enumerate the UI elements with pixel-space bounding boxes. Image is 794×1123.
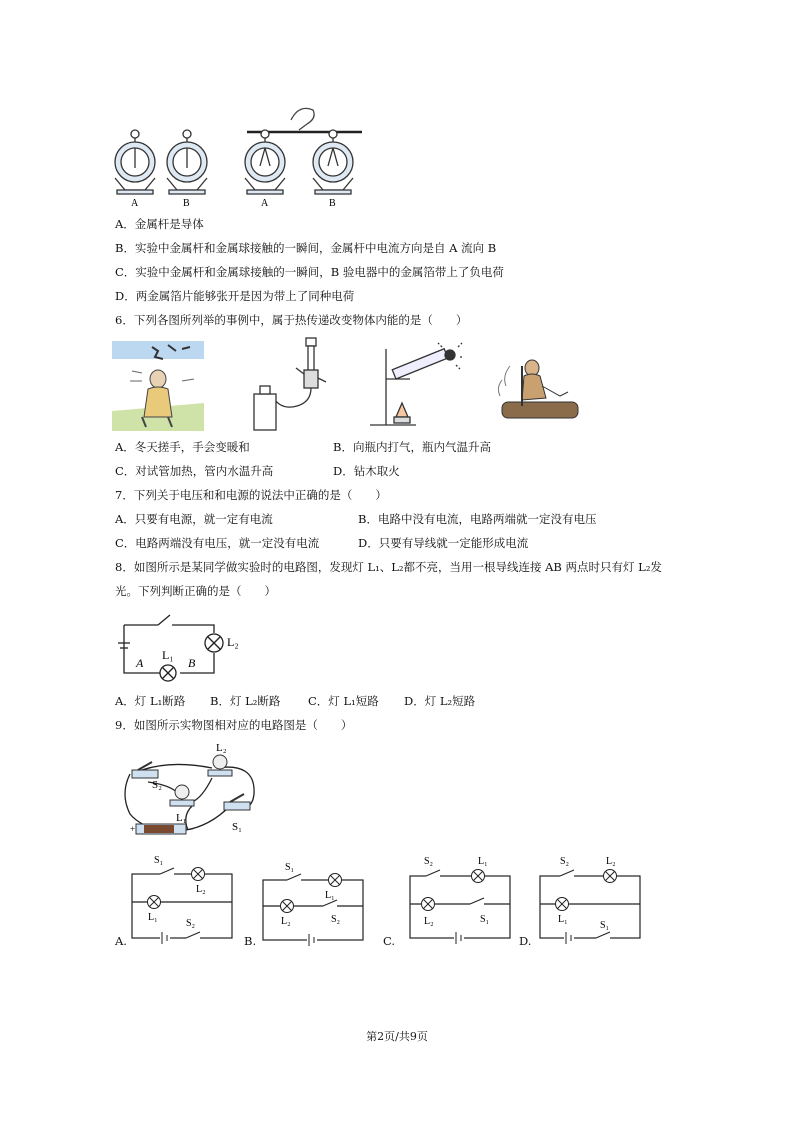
svg-text:S₂: S₂	[560, 856, 570, 867]
q6-option-c: C．对试管加热，管内水温升高	[115, 464, 274, 478]
q9-option-d-circuit	[534, 852, 646, 946]
svg-text:L₁: L₁	[478, 856, 488, 867]
q7-option-d: D．只要有导线就一定能形成电流	[358, 536, 529, 550]
svg-text:L₁: L₁	[148, 912, 158, 923]
q9-option-c-letter: C.	[383, 934, 396, 948]
q9-label-plus: +	[130, 824, 136, 834]
q9-option-a-circuit	[126, 852, 238, 944]
page-number: 第2页/共9页	[366, 1030, 428, 1043]
q5-option-a: A．金属杆是导体	[115, 217, 204, 231]
q8-stem-line1: 8．如图所示是某同学做实验时的电路图，发现灯 L₁、L₂都不亮，当用一根导线连接 AB 两点时只有灯 L₂发	[115, 560, 662, 574]
q6-image-rubbing-hands	[112, 341, 204, 431]
q9-option-d-letter: D.	[519, 934, 532, 948]
svg-text:L₂: L₂	[281, 916, 291, 927]
q8-option-c: C．灯 L₁短路	[308, 694, 379, 708]
q6-option-b: B．向瓶内打气，瓶内气温升高	[333, 440, 491, 454]
svg-text:S₂: S₂	[186, 918, 196, 929]
q8-label-l1: L₁	[162, 648, 174, 662]
q5-option-b: B．实验中金属杆和金属球接触的一瞬间，金属杆中电流方向是自 A 流向 B	[115, 241, 497, 255]
q9-option-a-letter: A.	[115, 934, 127, 948]
q8-option-b: B．灯 L₂断路	[210, 694, 281, 708]
svg-text:L₁: L₁	[325, 890, 335, 901]
q9-label-s2: S₂	[152, 779, 162, 791]
q9-option-b-circuit	[257, 860, 369, 946]
label-a-left: A	[131, 198, 139, 209]
q9-label-l1: L₁	[176, 812, 187, 824]
q7-option-c: C．电路两端没有电压，就一定没有电流	[115, 536, 320, 550]
q9-label-l2: L₂	[216, 742, 227, 754]
q5-option-d: D．两金属箔片能够张开是因为带上了同种电荷	[115, 289, 355, 303]
q6-option-d: D．钻木取火	[333, 464, 400, 478]
q7-stem: 7．下列关于电压和和电源的说法中正确的是（ ）	[115, 488, 387, 502]
svg-text:L₁: L₁	[558, 914, 568, 925]
q7-option-a: A．只要有电源，就一定有电流	[115, 512, 273, 526]
q8-label-a: A	[136, 656, 144, 670]
svg-text:S₁: S₁	[285, 862, 295, 873]
svg-text:S₂: S₂	[331, 914, 341, 925]
q7-option-b: B．电路中没有电流，电路两端就一定没有电压	[358, 512, 597, 526]
svg-text:S₁: S₁	[480, 914, 490, 925]
q5-option-c: C．实验中金属杆和金属球接触的一瞬间，B 验电器中的金属箔带上了负电荷	[115, 265, 504, 279]
q6-stem: 6．下列各图所列举的事例中，属于热传递改变物体内能的是（ ）	[115, 313, 468, 327]
q9-physical-circuit	[112, 740, 272, 840]
q9-option-c-circuit	[404, 852, 516, 946]
q9-label-minus: −	[188, 824, 194, 834]
q8-stem-line2: 光。下列判断正确的是（ ）	[115, 584, 276, 598]
label-b-right: B	[329, 198, 336, 209]
label-a-right: A	[261, 198, 269, 209]
q8-label-b: B	[188, 656, 196, 670]
q9-label-s1: S₁	[232, 821, 242, 833]
q8-circuit-diagram	[112, 605, 252, 685]
q8-label-l2: L₂	[227, 635, 239, 649]
q8-option-a: A．灯 L₁断路	[115, 694, 186, 708]
svg-text:L₂: L₂	[606, 856, 616, 867]
q6-option-a: A．冬天搓手，手会变暖和	[115, 440, 250, 454]
q6-image-test-tube	[366, 339, 466, 431]
svg-text:L₂: L₂	[424, 916, 434, 927]
q9-stem: 9．如图所示实物图相对应的电路图是（ ）	[115, 718, 353, 732]
svg-text:L₂: L₂	[196, 884, 206, 895]
q8-option-d: D．灯 L₂短路	[404, 694, 476, 708]
svg-text:S₁: S₁	[154, 855, 164, 866]
q9-option-b-letter: B.	[244, 934, 257, 948]
q6-image-bottle-pump	[248, 334, 330, 432]
svg-text:S₁: S₁	[600, 920, 610, 931]
electroscope-figure	[105, 100, 370, 212]
svg-text:S₂: S₂	[424, 856, 434, 867]
q6-image-drilling-wood	[492, 346, 584, 426]
label-b-left: B	[183, 198, 190, 209]
